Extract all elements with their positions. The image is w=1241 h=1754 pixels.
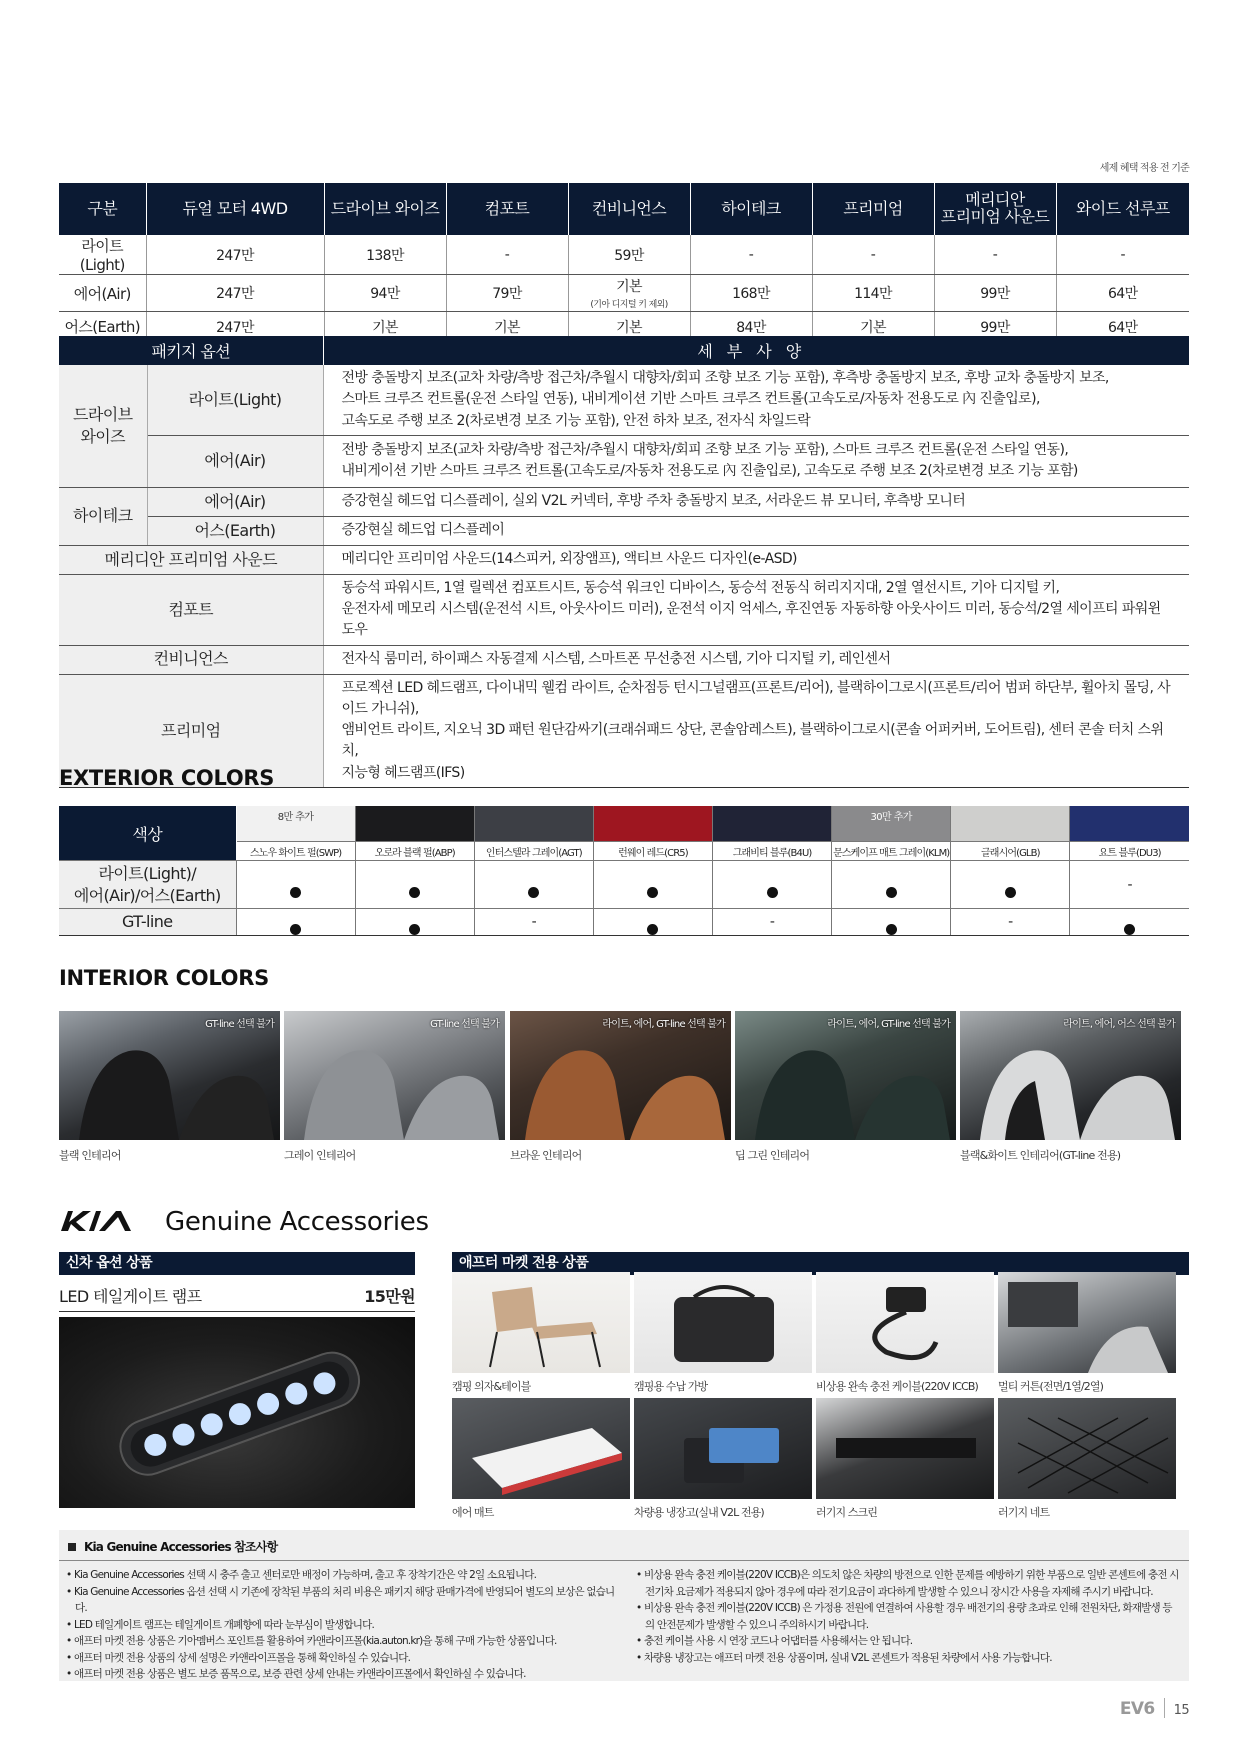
trim-label-gt-line: GT-line [59, 909, 236, 936]
swatch-cell [713, 806, 832, 842]
table-cell: 기본 [812, 312, 934, 342]
table-cell: 247만 [146, 235, 324, 275]
interior-image-deep-green [735, 1011, 956, 1140]
interior-caption: 블랙 인테리어 [59, 1149, 121, 1162]
color-swatch [475, 806, 593, 841]
exterior-colors-title: EXTERIOR COLORS [59, 766, 275, 790]
table-cell: 59만 [568, 235, 690, 275]
price-note: 8만 추가 [277, 812, 314, 823]
luggage-screen-illustration [816, 1398, 994, 1499]
drive-wise-air-desc: 전방 충돌방지 보조(교차 차량/측방 접근차/추월시 대향차/회피 조향 보조 기능 포함), 스마트 크루즈 컨트롤(운전 스타일 연동), 내비게이션 기반 스마트 크루즈 컨트롤(고속도로/자동차 전용도로 內 진출입로), 고속도로 주행 보조 2(차로변경 보조 기능 포함) [323, 435, 1189, 487]
table-cell: 99만 [934, 275, 1056, 312]
table-cell: - [690, 235, 812, 275]
premium-label: 프리미엄 [59, 674, 323, 787]
table-cell: 기본 [568, 312, 690, 342]
new-car-options-bar: 신차 옵션 상품 [59, 1252, 415, 1275]
available-dot [647, 924, 658, 935]
curtain-illustration [998, 1272, 1176, 1373]
seat-illustration [59, 1011, 280, 1140]
comfort-desc: 동승석 파워시트, 1열 릴렉션 컴포트시트, 동승석 워크인 디바이스, 동승석 전동식 허리지지대, 2열 열선시트, 기아 디지털 키, 운전자세 메모리 시스템(운전석 시트, 아웃사이드 미러), 운전석 이지 억세스, 후진연동 자동하향 아웃사이드 미러, 동승석/2열 세이프티 파워윈도우 [323, 574, 1189, 645]
convenience-label: 컨비니언스 [59, 645, 323, 674]
table-cell: 64만 [1056, 275, 1189, 312]
camping-chair-image [452, 1272, 630, 1373]
color-swatch [594, 806, 712, 841]
interior-image-black [59, 1011, 280, 1140]
accessory-caption: 에어 매트 [452, 1506, 494, 1519]
table-cell: - [934, 235, 1056, 275]
available-dot [409, 887, 420, 898]
table-cell: 168만 [690, 275, 812, 312]
availability-mark [832, 909, 951, 936]
table-cell: - [446, 235, 568, 275]
table-cell: 79만 [446, 275, 568, 312]
interior-image-black-white [960, 1011, 1181, 1140]
color-name: 문스케이프 매트 그레이(KLM) [832, 842, 951, 861]
air-mat-illustration [452, 1398, 630, 1499]
table-cell: - [812, 235, 934, 275]
available-dot [886, 924, 897, 935]
luggage-net-image [998, 1398, 1176, 1499]
table-cell: - [1056, 235, 1189, 275]
divider [1164, 1698, 1165, 1718]
note-item: • 차량용 냉장고는 애프터 마켓 전용 상품이며, 실내 V2L 콘센트가 적용된 차량에서 사용 가능합니다. [636, 1650, 1181, 1667]
digital-key-note: (기아 디지털 키 제외) [590, 300, 668, 310]
car-fridge-image [634, 1398, 812, 1499]
tax-note: 세제 혜택 적용 전 기준 [1099, 163, 1189, 174]
note-item: • 충전 케이블 사용 시 연장 코드나 어댑터를 사용해서는 안 됩니다. [636, 1633, 1181, 1650]
hitech-air-label: 에어(Air) [147, 487, 323, 516]
availability-mark [355, 861, 474, 909]
seat-illustration [735, 1011, 956, 1140]
note-item: • 애프터 마켓 전용 상품은 기아멤버스 포인트를 활용하여 카앤라이프몰(kia.auton.kr)을 통해 구매 가능한 상품입니다. [66, 1633, 621, 1650]
seat-illustration [284, 1011, 505, 1140]
hitech-earth-label: 어스(Earth) [147, 516, 323, 545]
table-cell: 64만 [1056, 312, 1189, 342]
availability-mark [832, 861, 951, 909]
interior-tag: GT-line 선택 불가 [205, 1019, 274, 1030]
hitech-earth-desc: 증강현실 헤드업 디스플레이 [323, 516, 1189, 545]
header-details: 세부사양 [323, 336, 1189, 365]
meridian-desc: 메리디안 프리미엄 사운드(14스피커, 외장앰프), 액티브 사운드 디자인(e-ASD) [323, 545, 1189, 574]
accessory-caption: 멀티 커튼(전면/1열/2열) [998, 1380, 1103, 1393]
led-tailgate-row [59, 1284, 415, 1312]
row-air-label: 에어(Air) [59, 275, 146, 312]
header-convenience: 컨비니언스 [568, 183, 690, 235]
accessory-caption: 러기지 스크린 [816, 1506, 877, 1519]
available-dot [290, 924, 301, 935]
available-dot [1124, 924, 1135, 935]
color-name: 런웨이 레드(CR5) [593, 842, 712, 861]
aftermarket-bar: 애프터 마켓 전용 상품 [452, 1252, 1189, 1275]
note-item: • 애프터 마켓 전용 상품은 별도 보증 품목으로, 보증 관련 상세 안내는 카앤라이프몰에서 확인하실 수 있습니다. [66, 1666, 621, 1683]
accessories-title: Genuine Accessories [165, 1207, 429, 1237]
swatch-cell [1070, 806, 1189, 842]
available-dot [290, 887, 301, 898]
availability-mark [593, 909, 712, 936]
package-price-table [59, 183, 1189, 342]
color-swatch [1070, 806, 1189, 841]
table-cell: 247만 [146, 312, 324, 342]
table-cell: 기본 (기아 디지털 키 제외) [568, 275, 690, 312]
note-item: • LED 테일게이트 램프는 테일게이트 개폐향에 따라 눈부심이 발생합니다. [66, 1617, 621, 1634]
multi-curtain-image [998, 1272, 1176, 1373]
charging-cable-image [816, 1272, 994, 1373]
table-cell: 기본 [446, 312, 568, 342]
color-name: 그래비티 블루(B4U) [713, 842, 832, 861]
group-hitech: 하이테크 [59, 487, 147, 545]
color-name: 스노우 화이트 펄(SWP) [236, 842, 355, 861]
note-item: • 비상용 완속 충전 케이블(220V ICCB)은 의도치 않은 차량의 방전으로 인한 문제를 예방하기 위한 부품으로 일반 콘센트에 충전 시 전기차 요금제가 적용되지 않아 경우에 따라 전기요금이 과다하게 발생할 수 있으니 장시간 사용을 자제해 주시기 바랍니다. [636, 1567, 1181, 1600]
table-cell: 84만 [690, 312, 812, 342]
availability-mark [593, 861, 712, 909]
notes-left-list [66, 1567, 621, 1683]
interior-tag: 라이트, 에어, 어스 선택 불가 [1063, 1019, 1175, 1030]
header-package-option: 패키지 옵션 [59, 336, 323, 365]
seat-illustration [510, 1011, 731, 1140]
convenience-desc: 전자식 룸미러, 하이패스 자동결제 시스템, 스마트폰 무선충전 시스템, 기아 디지털 키, 레인센서 [323, 645, 1189, 674]
color-swatch [356, 806, 474, 841]
led-lamp-illustration [59, 1317, 415, 1508]
group-drive-wise: 드라이브 와이즈 [59, 365, 147, 487]
table-cell: 138만 [324, 235, 446, 275]
header-drive-wise: 드라이브 와이즈 [324, 183, 446, 235]
availability-mark [713, 861, 832, 909]
availability-mark [236, 861, 355, 909]
availability-mark [474, 861, 593, 909]
availability-mark: - [474, 909, 593, 936]
premium-desc: 프로젝션 LED 헤드램프, 다이내믹 웰컴 라이트, 순차점등 턴시그널램프(프론트/리어), 블랙하이그로시(프론트/리어 범퍼 하단부, 휠아치 몰딩, 사이드 가니쉬), 앰비언트 라이트, 지오닉 3D 패턴 원단감싸기(크래쉬패드 상단, 콘솔암레스트), 블랙하이그로시(콘솔 어퍼커버, 도어트림), 센터 콘솔 터치 스위치, 지능형 헤드램프(IFS) [323, 674, 1189, 787]
table-cell: 94만 [324, 275, 446, 312]
interior-tag: GT-line 선택 불가 [430, 1019, 499, 1030]
accessory-caption: 캠핑 의자&테이블 [452, 1380, 531, 1393]
exterior-color-table [59, 806, 1189, 936]
interior-caption: 브라운 인테리어 [510, 1149, 582, 1162]
availability-mark: - [951, 909, 1070, 936]
model-name: EV6 [1119, 1699, 1155, 1719]
camping-chair-illustration [452, 1272, 630, 1373]
camping-bag-image [634, 1272, 812, 1373]
note-item: • 비상용 완속 충전 케이블(220V ICCB) 은 가정용 전원에 연결하여 사용할 경우 배전기의 용량 초과로 인해 전원차단, 화재발생 등의 안전문제가 발생할 수 있으니 주의하시기 바랍니다. [636, 1600, 1181, 1633]
trim-label-light-air-earth: 라이트(Light)/ 에어(Air)/어스(Earth) [59, 861, 236, 909]
row-light-label: 라이트(Light) [59, 235, 146, 275]
swatch-cell [355, 806, 474, 842]
hitech-air-desc: 증강현실 헤드업 디스플레이, 실외 V2L 커넥터, 후방 주차 충돌방지 보조, 서라운드 뷰 모니터, 후측방 모니터 [323, 487, 1189, 516]
interior-tag: 라이트, 에어, GT-line 선택 불가 [827, 1019, 950, 1030]
note-item: • 애프터 마켓 전용 상품의 상세 설명은 카앤라이프몰을 통해 확인하실 수 있습니다. [66, 1650, 621, 1667]
swatch-cell [832, 806, 951, 842]
availability-row [59, 909, 1189, 936]
accessory-caption: 캠핑용 수납 가방 [634, 1380, 708, 1393]
led-tailgate-image [59, 1317, 415, 1508]
drive-wise-light-desc: 전방 충돌방지 보조(교차 차량/측방 접근차/추월시 대향차/회피 조향 보조 기능 포함), 후측방 충돌방지 보조, 후방 교차 충돌방지 보조, 스마트 크루즈 컨트롤(운전 스타일 연동), 내비게이션 기반 스마트 크루즈 컨트롤(고속도로/자동차 전용도로 內 진출입로), 고속도로 주행 보조 2(차로변경 보조 기능 포함), 안전 하차 보조, 전자식 차일드락 [323, 365, 1189, 435]
page-footer [1120, 1698, 1189, 1719]
interior-caption: 그레이 인테리어 [284, 1149, 356, 1162]
price-note: 30만 추가 [870, 812, 912, 823]
page-number: 15 [1173, 1703, 1189, 1718]
air-mat-image [452, 1398, 630, 1499]
header-category: 구분 [59, 183, 146, 235]
available-dot [528, 887, 539, 898]
swatch-cell [951, 806, 1070, 842]
available-dot [886, 887, 897, 898]
interior-caption: 딥 그린 인테리어 [735, 1149, 810, 1162]
color-name: 오로라 블랙 펄(ABP) [355, 842, 474, 861]
interior-colors-title: INTERIOR COLORS [59, 966, 269, 990]
color-swatch [713, 806, 831, 841]
header-premium: 프리미엄 [812, 183, 934, 235]
package-detail-table [59, 336, 1189, 788]
color-swatch [951, 806, 1069, 841]
available-dot [767, 887, 778, 898]
availability-mark: - [713, 909, 832, 936]
availability-mark: - [1070, 861, 1189, 909]
header-meridian: 메리디안 프리미엄 사운드 [934, 183, 1056, 235]
table-cell: 114만 [812, 275, 934, 312]
notes-right-list [636, 1567, 1181, 1666]
accessory-caption: 비상용 완속 충전 케이블(220V ICCB) [816, 1380, 978, 1393]
led-tailgate-name: LED 테일게이트 램프 [59, 1287, 202, 1306]
drive-wise-air-label: 에어(Air) [147, 435, 323, 487]
available-dot [647, 887, 658, 898]
kia-logo-icon [59, 1207, 151, 1235]
car-fridge-illustration [634, 1398, 812, 1499]
drive-wise-light-label: 라이트(Light) [147, 365, 323, 435]
color-swatch [832, 806, 950, 841]
interior-image-gray [284, 1011, 505, 1140]
comfort-label: 컴포트 [59, 574, 323, 645]
header-comfort: 컴포트 [446, 183, 568, 235]
color-header: 색상 [59, 806, 236, 861]
available-dot [409, 924, 420, 935]
note-item: • Kia Genuine Accessories 옵션 선택 시 기존에 장착된 부품의 처리 비용은 패키지 해당 판매가격에 반영되어 별도의 보상은 없습니다. [66, 1584, 621, 1617]
availability-row [59, 861, 1189, 909]
interior-image-brown [510, 1011, 731, 1140]
swatch-cell [474, 806, 593, 842]
luggage-net-illustration [998, 1398, 1176, 1499]
color-name: 요트 블루(DU3) [1070, 842, 1189, 861]
notes-title: Kia Genuine Accessories 참조사항 [68, 1538, 277, 1555]
meridian-label: 메리디안 프리미엄 사운드 [59, 545, 323, 574]
table-cell: 기본 [324, 312, 446, 342]
availability-mark [355, 909, 474, 936]
luggage-screen-image [816, 1398, 994, 1499]
accessory-caption: 차량용 냉장고(실내 V2L 전용) [634, 1506, 764, 1519]
interior-tag: 라이트, 에어, GT-line 선택 불가 [602, 1019, 725, 1030]
seat-illustration [960, 1011, 1181, 1140]
color-name: 글래시어(GLB) [951, 842, 1070, 861]
camping-bag-illustration [634, 1272, 812, 1373]
availability-mark [236, 909, 355, 936]
swatch-cell [593, 806, 712, 842]
availability-mark [1070, 909, 1189, 936]
availability-mark [951, 861, 1070, 909]
table-cell: 247만 [146, 275, 324, 312]
charging-cable-illustration [816, 1272, 994, 1373]
color-swatch [237, 806, 355, 841]
table-cell: 99만 [934, 312, 1056, 342]
available-dot [1005, 887, 1016, 898]
accessory-caption: 러기지 네트 [998, 1506, 1050, 1519]
color-name: 인터스텔라 그레이(AGT) [474, 842, 593, 861]
header-wide-sunroof: 와이드 선루프 [1056, 183, 1189, 235]
interior-caption: 블랙&화이트 인테리어(GT-line 전용) [960, 1149, 1121, 1162]
led-tailgate-price: 15만원 [364, 1287, 415, 1306]
row-earth-label: 어스(Earth) [59, 312, 146, 342]
divider [59, 1560, 1189, 1561]
header-dual-motor: 듀얼 모터 4WD [146, 183, 324, 235]
accessories-notes-box [59, 1530, 1189, 1681]
note-item: • Kia Genuine Accessories 선택 시 충주 출고 센터로만 배정이 가능하며, 출고 후 장착기간은 약 2일 소요됩니다. [66, 1567, 621, 1584]
swatch-cell [236, 806, 355, 842]
header-hitech: 하이테크 [690, 183, 812, 235]
